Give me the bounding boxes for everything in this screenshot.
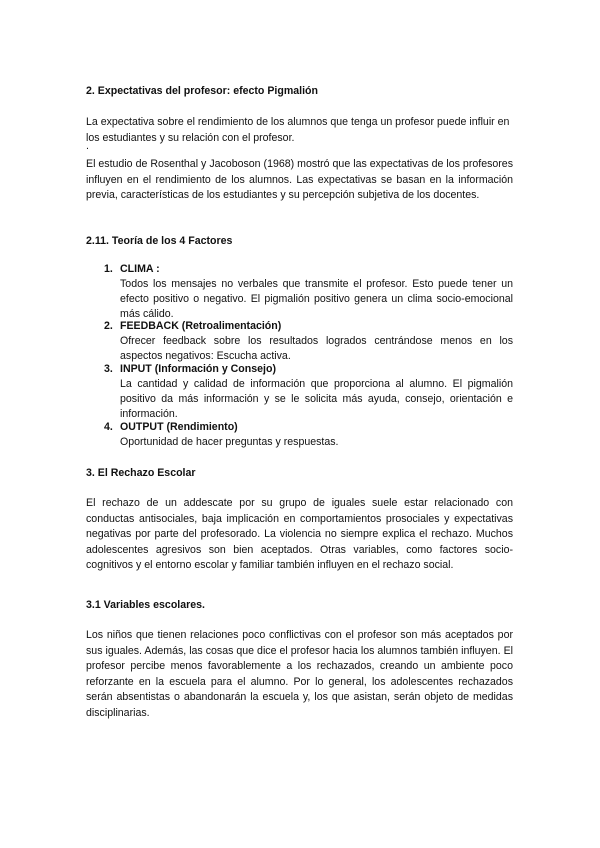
factor-number: 4. — [104, 421, 113, 433]
section-3-1-heading: 3.1 Variables escolares. — [86, 599, 205, 611]
factor-number: 1. — [104, 263, 113, 275]
section-2-11-heading: 2.11. Teoría de los 4 Factores — [86, 235, 233, 247]
factor-number: 3. — [104, 363, 113, 375]
factor-description: Oportunidad de hacer preguntas y respuestas. — [120, 436, 339, 448]
stray-dot: . — [86, 140, 89, 152]
factor-number: 2. — [104, 320, 113, 332]
factor-description: Todos los mensajes no verbales que transmite el profesor. Esto puede tener un efecto positivo o negativo. El pigmalión positivo genera un clima socio-emocional más cálido. — [120, 278, 513, 320]
factor-title: FEEDBACK (Retroalimentación) — [120, 320, 282, 332]
section-2-paragraph-1: La expectativa sobre el rendimiento de los alumnos que tenga un profesor puede influir en los estudiantes y su relación con el profesor. — [86, 116, 510, 144]
section-2-paragraph-2: El estudio de Rosenthal y Jacoboson (1968) mostró que las expectativas de los profesores influyen en el rendimiento de los alumnos. Las expectativas se basan en la información previa, características de los estudiantes y su percepción subjetiva de los docentes. — [86, 158, 513, 201]
factor-description: La cantidad y calidad de información que proporciona al alumno. El pigmalión positivo da más información y se le solicita más ayuda, consejo, orientación e información. — [120, 378, 513, 420]
section-3-1-paragraph: Los niños que tienen relaciones poco conflictivas con el profesor son más aceptados por sus iguales. Además, las cosas que dice el profesor hacia los alumnos también influyen. El profesor percibe menos favorablemente a los rechazados, creando un ambiente poco reforzante en la escuela para el alumno. Por lo general, los adolescentes rechazados serán absentistas o abandonarán la escuela y, los que asistan, serán objeto de medidas disciplinarias. — [86, 629, 513, 719]
factor-description: Ofrecer feedback sobre los resultados logrados centrándose menos en los aspectos negativos: Escucha activa. — [120, 335, 513, 362]
factor-title: CLIMA : — [120, 263, 160, 275]
section-3-heading: 3. El Rechazo Escolar — [86, 467, 196, 479]
section-2-heading: 2. Expectativas del profesor: efecto Pigmalión — [86, 85, 318, 97]
factor-title: INPUT (Información y Consejo) — [120, 363, 276, 375]
section-3-paragraph: El rechazo de un addescate por su grupo de iguales suele estar relacionado con conductas antisociales, baja implicación en comportamientos prosociales y expectativas negativas por parte del profesorado. La violencia no siempre explica el rechazo. Muchos adolescentes agresivos son bien aceptados. Otras variables, como factores socio-cognitivos y el entorno escolar y familiar también influyen en el rechazo social. — [86, 497, 513, 571]
factor-title: OUTPUT (Rendimiento) — [120, 421, 238, 433]
